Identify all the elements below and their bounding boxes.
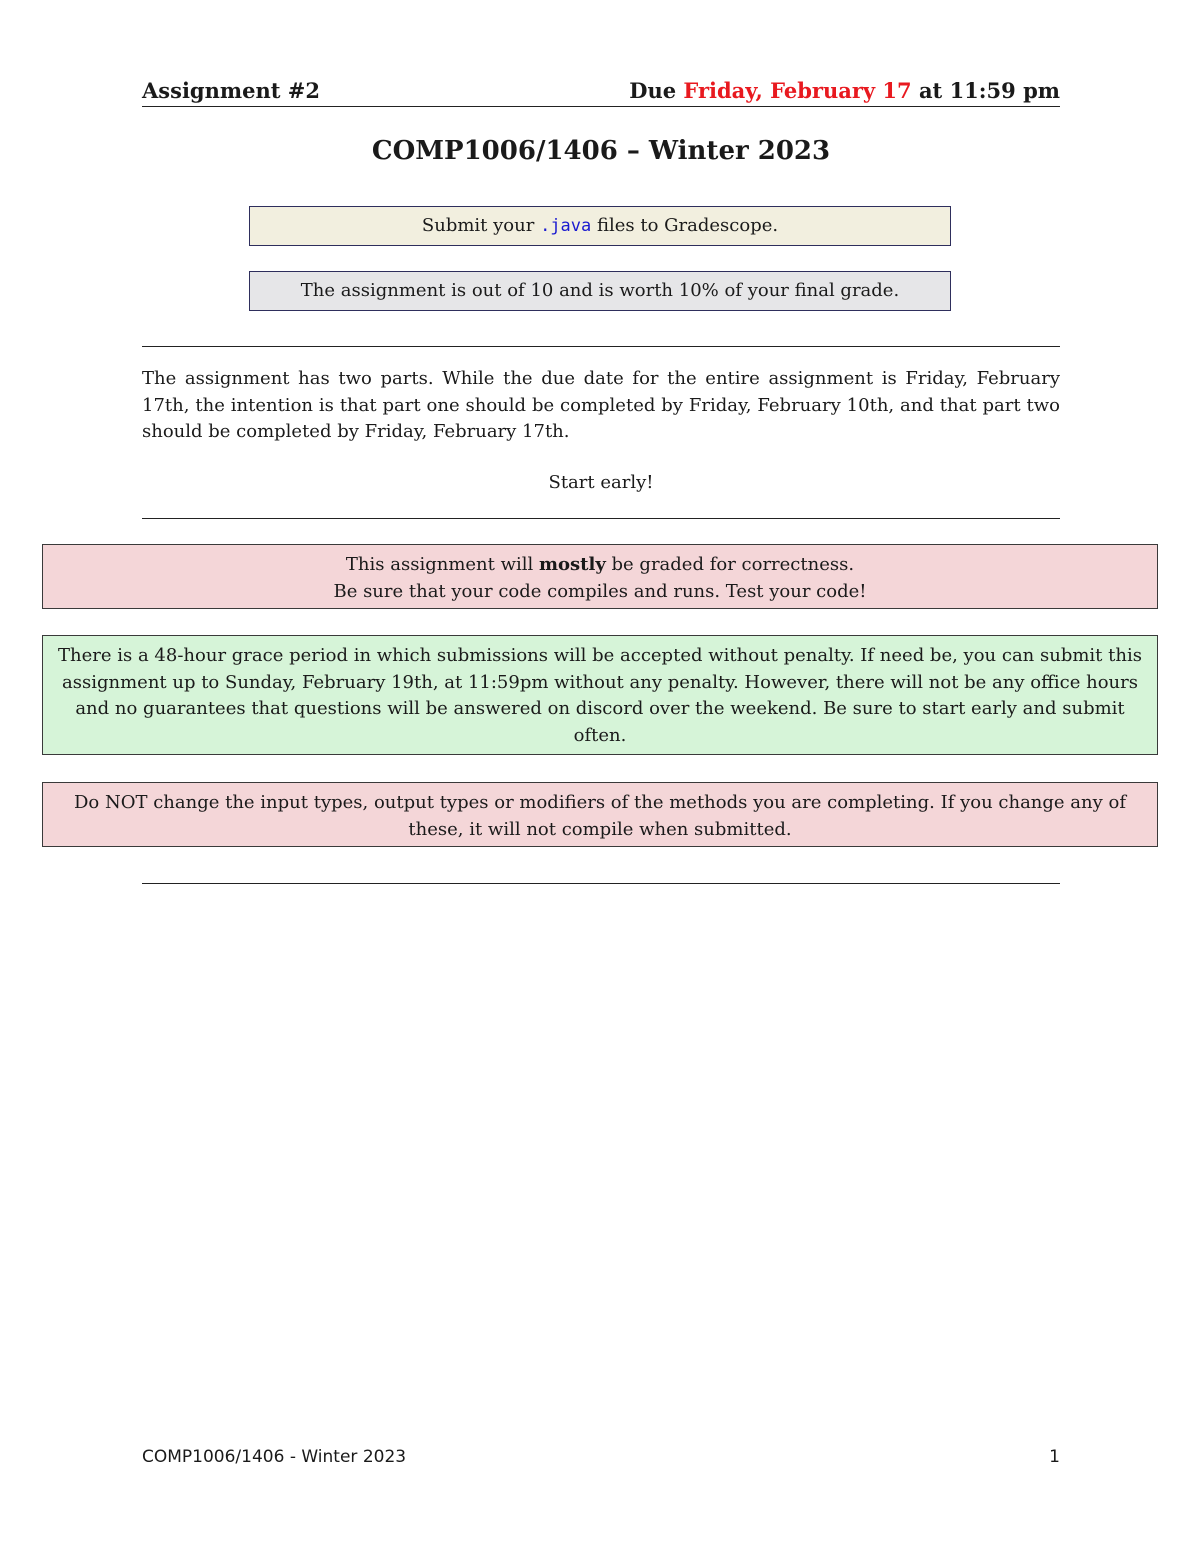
intro-paragraph: The assignment has two parts. While the due date for the entire assignment is Friday, February 17th, the intention is that part one should be completed by Friday, February 10th, and that part two should be completed by Friday, February 17th.	[142, 368, 1060, 442]
page-footer	[142, 1447, 1060, 1467]
correctness-line-1	[43, 552, 1157, 579]
correctness-emphasis: mostly	[539, 554, 606, 575]
assignment-label: Assignment #2	[142, 78, 320, 103]
submit-prefix: Submit your	[421, 215, 535, 236]
start-early-text: Start early!	[548, 472, 654, 493]
page-number: 1	[1049, 1447, 1060, 1467]
grade-weight-text: The assignment is out of 10 and is worth 10% of your final grade.	[300, 280, 900, 301]
java-extension-code: .java	[540, 216, 592, 236]
divider-bottom	[142, 883, 1060, 884]
do-not-change-text: Do NOT change the input types, output types or modifiers of the methods you are completing. If you change any of these, it will not compile when submitted.	[73, 792, 1127, 840]
due-date: Friday, February 17	[683, 78, 912, 103]
correctness-line-2: Be sure that your code compiles and runs. Test your code!	[333, 580, 867, 602]
grace-period-text: There is a 48-hour grace period in which submissions will be accepted without penalty. If need be, you can submit this assignment up to Sunday, February 19th, at 11:59pm without any penalty. However, there will not be any office hours and no guarantees that questions will be answered on discord over the weekend. Be sure to start early and submit often.	[58, 645, 1142, 746]
grade-weight-box	[249, 271, 951, 311]
due-time: at 11:59 pm	[918, 78, 1060, 103]
correctness-prefix: This assignment will	[345, 554, 534, 575]
submit-suffix: files to Gradescope.	[596, 215, 779, 236]
divider-middle	[142, 518, 1060, 519]
page-header	[142, 76, 1060, 107]
divider-top	[142, 346, 1060, 347]
correctness-suffix: be graded for correctness.	[611, 554, 855, 575]
page-title: COMP1006/1406 – Winter 2023	[371, 136, 831, 166]
footer-course-label: COMP1006/1406 - Winter 2023	[142, 1447, 407, 1467]
submit-instructions-box	[249, 206, 951, 246]
do-not-change-box	[42, 782, 1158, 847]
due-date-line	[629, 78, 1060, 103]
correctness-notice-box	[42, 544, 1158, 609]
due-prefix: Due	[629, 78, 677, 103]
grace-period-box	[42, 635, 1158, 755]
